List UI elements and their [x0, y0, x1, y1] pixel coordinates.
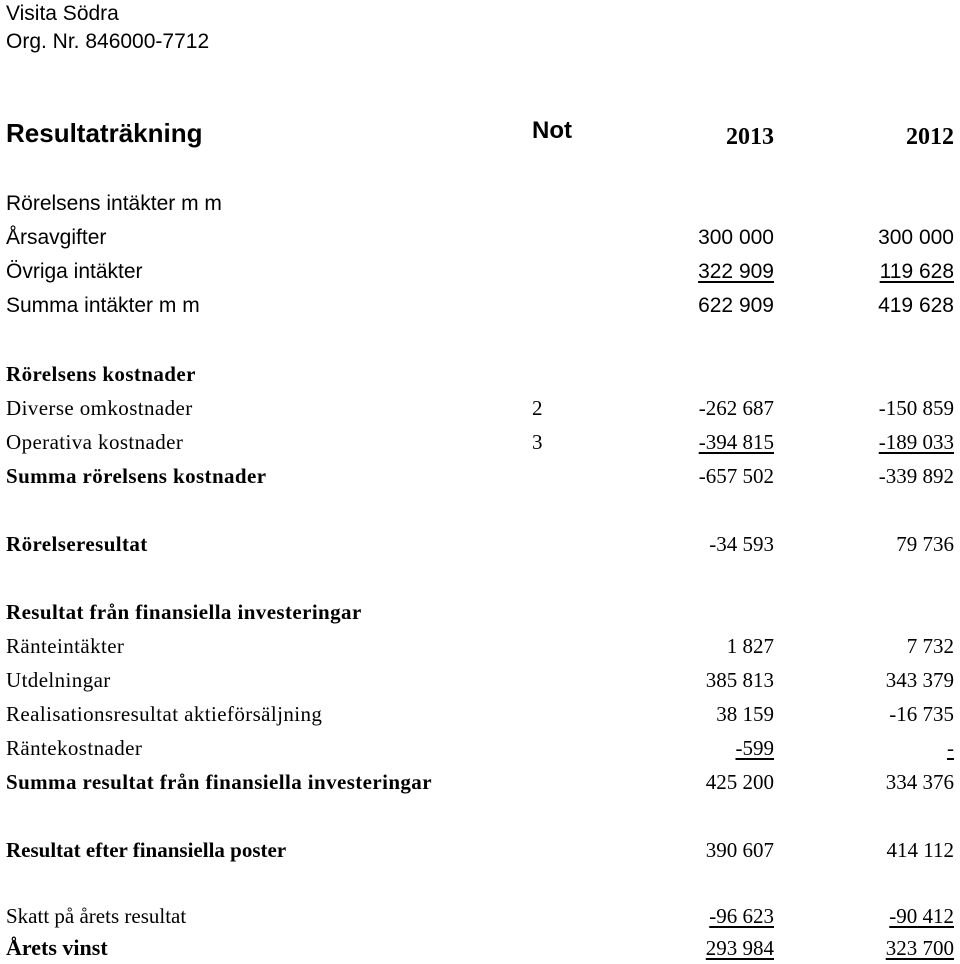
- column-header-2013: 2013: [726, 124, 774, 150]
- value-2013: 1 827: [726, 634, 774, 658]
- value-2013: 300 000: [698, 226, 774, 249]
- row-realisationsresultat: [0, 698, 960, 730]
- value-2012: -90 412: [889, 904, 954, 928]
- row-label: Summa intäkter m m: [6, 294, 200, 317]
- value-2013: -96 623: [709, 904, 774, 928]
- value-2012: -150 859: [878, 396, 954, 420]
- note-number: 3: [532, 430, 543, 454]
- row-ranteintakter: [0, 630, 960, 662]
- company-name: Visita Södra: [6, 2, 119, 25]
- value-2013: 322 909: [698, 260, 774, 283]
- value-2012: -16 735: [889, 702, 954, 726]
- value-2012: 419 628: [878, 294, 954, 317]
- row-label: Räntekostnader: [6, 736, 143, 760]
- row-label: Ränteintäkter: [6, 634, 125, 658]
- value-2013: 385 813: [705, 668, 774, 692]
- row-summa-finansiella: [0, 766, 960, 798]
- row-summa-intakter: [0, 290, 960, 322]
- value-2013: -394 815: [698, 430, 774, 454]
- value-2013: -34 593: [709, 532, 774, 556]
- value-2012: -: [947, 736, 954, 760]
- row-label: Rörelseresultat: [6, 532, 148, 556]
- value-2013: 622 909: [698, 294, 774, 317]
- value-2013: 293 984: [705, 936, 774, 960]
- column-header-2012: 2012: [906, 124, 954, 150]
- value-2013: -262 687: [698, 396, 774, 420]
- row-diverse-omkostnader: [0, 392, 960, 424]
- section-heading-finansiella: [0, 596, 960, 628]
- row-ovriga-intakter: [0, 256, 960, 288]
- row-resultat-efter-finansiella: [0, 834, 960, 866]
- row-label: Resultat från finansiella investeringar: [6, 600, 362, 624]
- row-arets-vinst: [0, 932, 960, 964]
- row-summa-kostnader: [0, 460, 960, 492]
- row-label: Rörelsens intäkter m m: [6, 192, 222, 215]
- row-rorelseresultat: [0, 528, 960, 560]
- section-heading-kostnader: [0, 358, 960, 390]
- value-2012: 300 000: [878, 226, 954, 249]
- value-2012: 79 736: [896, 532, 954, 556]
- value-2013: -657 502: [698, 464, 774, 488]
- row-label: Operativa kostnader: [6, 430, 184, 454]
- row-rantekostnader: [0, 732, 960, 764]
- column-header-not: Not: [532, 117, 572, 144]
- value-2012: 343 379: [885, 668, 954, 692]
- row-label: Rörelsens kostnader: [6, 362, 196, 386]
- row-utdelningar: [0, 664, 960, 696]
- value-2013: 38 159: [716, 702, 774, 726]
- section-heading-intakter: [0, 188, 960, 220]
- value-2012: -339 892: [878, 464, 954, 488]
- value-2012: 119 628: [879, 260, 954, 283]
- org-number: Org. Nr. 846000-7712: [6, 30, 210, 53]
- row-label: Årsavgifter: [6, 226, 107, 249]
- row-label: Skatt på årets resultat: [6, 904, 187, 928]
- note-number: 2: [532, 396, 543, 420]
- value-2013: 390 607: [705, 838, 774, 862]
- row-arsavgifter: [0, 222, 960, 254]
- value-2013: 425 200: [705, 770, 774, 794]
- row-label: Utdelningar: [6, 668, 111, 692]
- row-label: Årets vinst: [6, 935, 108, 960]
- value-2012: 414 112: [886, 838, 954, 862]
- value-2012: 323 700: [885, 936, 954, 960]
- row-label: Resultat efter finansiella poster: [6, 838, 287, 862]
- row-label: Diverse omkostnader: [6, 396, 193, 420]
- row-label: Summa resultat från finansiella investeringar: [6, 770, 432, 794]
- value-2012: 7 732: [906, 634, 954, 658]
- row-label: Summa rörelsens kostnader: [6, 464, 267, 488]
- row-label: Övriga intäkter: [6, 260, 143, 283]
- row-operativa-kostnader: [0, 426, 960, 458]
- value-2012: -189 033: [878, 430, 954, 454]
- value-2012: 334 376: [885, 770, 954, 794]
- row-label: Realisationsresultat aktieförsäljning: [6, 702, 323, 726]
- page-title: Resultaträkning: [6, 118, 203, 148]
- value-2013: -599: [735, 736, 774, 760]
- row-skatt: [0, 900, 960, 932]
